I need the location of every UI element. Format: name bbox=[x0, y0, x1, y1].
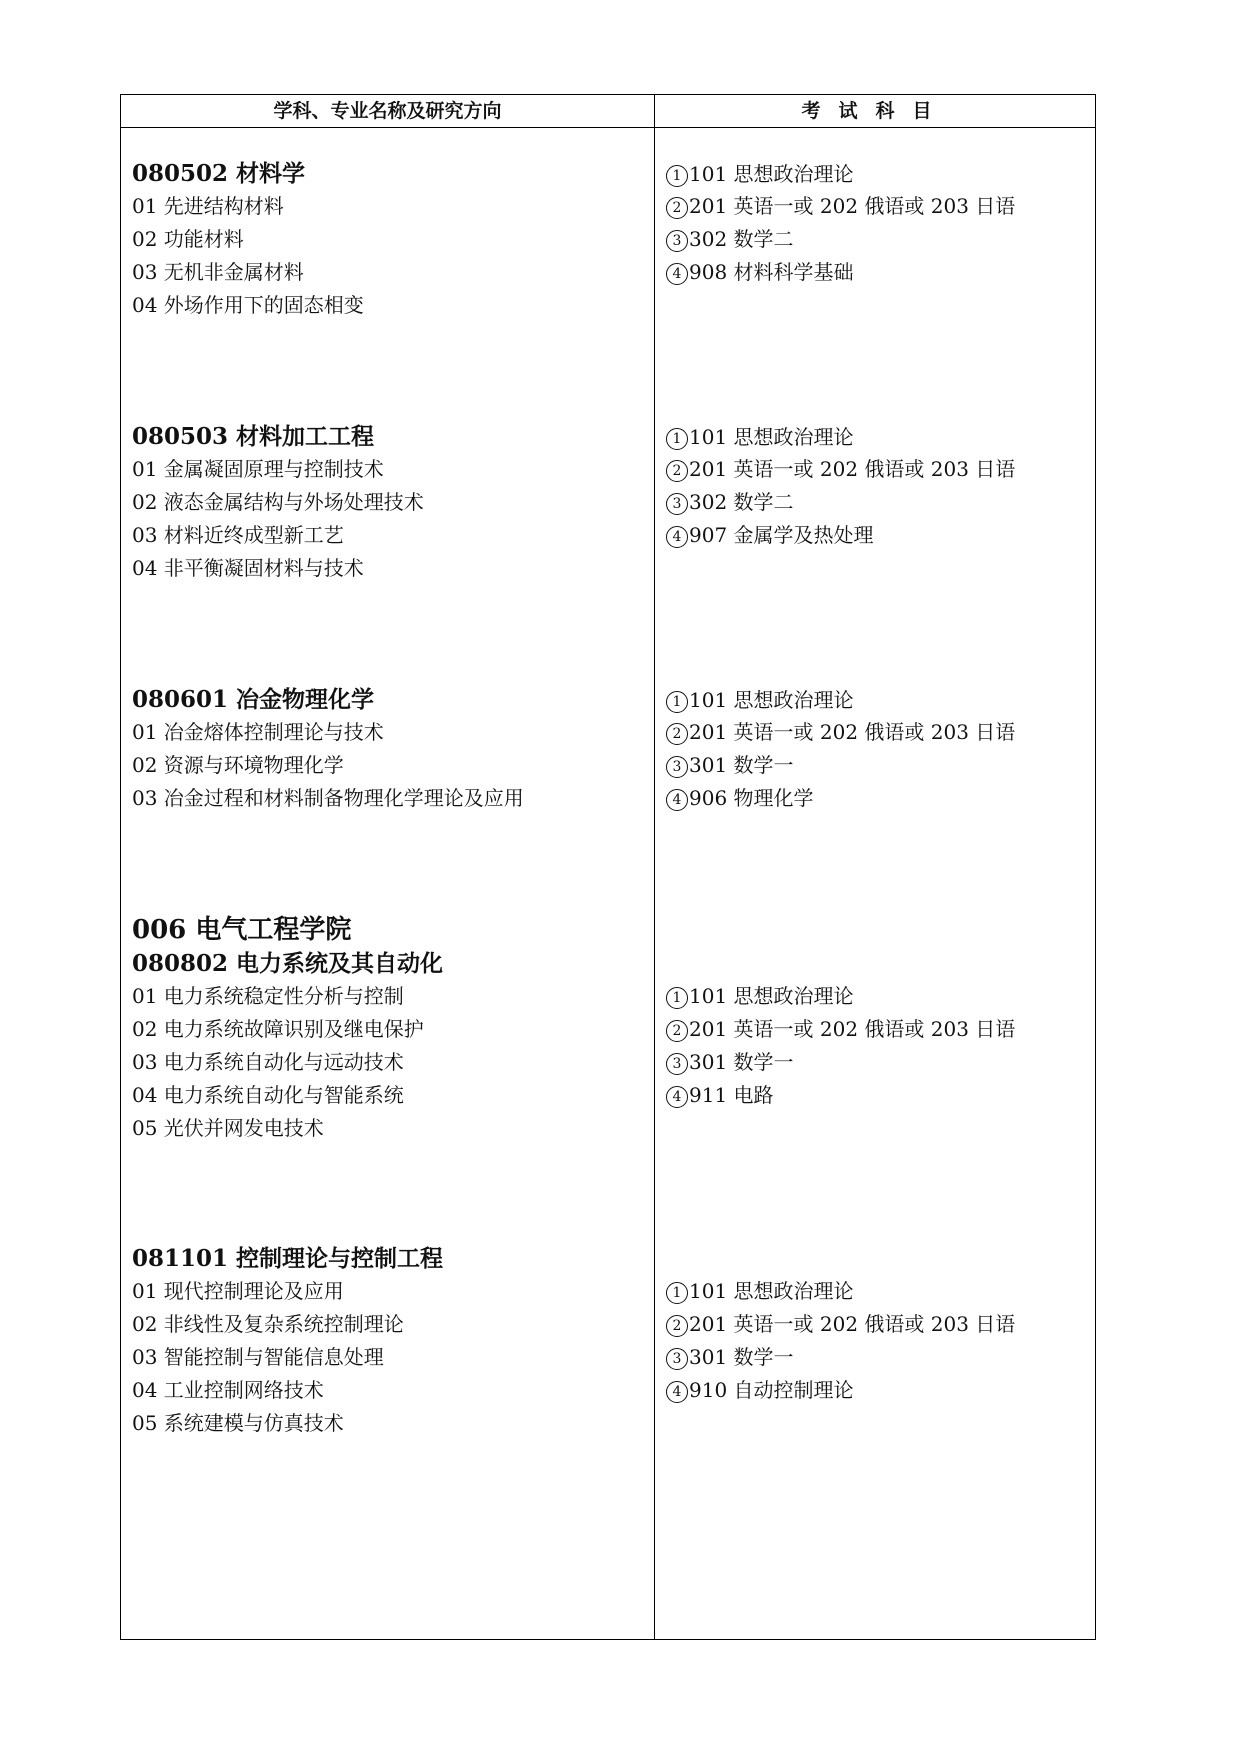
direction-item: 05 系统建模与仿真技术 bbox=[132, 1411, 344, 1435]
exam-item bbox=[666, 522, 874, 548]
circled-number: 3 bbox=[666, 756, 688, 778]
exam-item bbox=[666, 983, 854, 1009]
circled-number: 1 bbox=[666, 1282, 688, 1304]
program-table bbox=[120, 94, 1096, 1640]
direction-item: 03 冶金过程和材料制备物理化学理论及应用 bbox=[132, 786, 524, 810]
exam-text: 201 英语一或 202 俄语或 203 日语 bbox=[689, 194, 1016, 218]
circled-number: 1 bbox=[666, 691, 688, 713]
header-exam-subjects: 考试科目 bbox=[801, 100, 950, 122]
exam-text: 101 思想政治理论 bbox=[689, 1279, 854, 1303]
direction-item: 01 先进结构材料 bbox=[132, 194, 284, 218]
exam-item bbox=[666, 161, 854, 187]
circled-number: 1 bbox=[666, 165, 688, 187]
circled-number: 4 bbox=[666, 526, 688, 548]
direction-item: 02 非线性及复杂系统控制理论 bbox=[132, 1312, 404, 1336]
exam-item bbox=[666, 489, 794, 515]
direction-item: 02 液态金属结构与外场处理技术 bbox=[132, 490, 424, 514]
section-title: 081101 控制理论与控制工程 bbox=[132, 1245, 444, 1272]
exam-item bbox=[666, 752, 794, 778]
exam-text: 101 思想政治理论 bbox=[689, 984, 854, 1008]
exam-item bbox=[666, 193, 1015, 219]
exam-item bbox=[666, 687, 854, 713]
exam-text: 301 数学一 bbox=[689, 1345, 794, 1369]
section-title: 080802 电力系统及其自动化 bbox=[132, 950, 444, 977]
circled-number: 3 bbox=[666, 230, 688, 252]
circled-number: 2 bbox=[666, 460, 688, 482]
direction-item: 02 电力系统故障识别及继电保护 bbox=[132, 1017, 424, 1041]
circled-number: 3 bbox=[666, 493, 688, 515]
circled-number: 2 bbox=[666, 1315, 688, 1337]
exam-text: 910 自动控制理论 bbox=[689, 1378, 854, 1402]
circled-number: 4 bbox=[666, 1086, 688, 1108]
exam-item bbox=[666, 456, 1015, 482]
exam-text: 907 金属学及热处理 bbox=[689, 523, 874, 547]
exam-text: 302 数学二 bbox=[689, 227, 794, 251]
exam-item bbox=[666, 719, 1015, 745]
circled-number: 3 bbox=[666, 1348, 688, 1370]
exam-text: 201 英语一或 202 俄语或 203 日语 bbox=[689, 1312, 1016, 1336]
direction-item: 01 现代控制理论及应用 bbox=[132, 1279, 344, 1303]
circled-number: 1 bbox=[666, 428, 688, 450]
exam-text: 201 英语一或 202 俄语或 203 日语 bbox=[689, 1017, 1016, 1041]
direction-item: 03 材料近终成型新工艺 bbox=[132, 523, 344, 547]
exam-text: 908 材料科学基础 bbox=[689, 260, 854, 284]
exam-text: 101 思想政治理论 bbox=[689, 688, 854, 712]
direction-item: 02 功能材料 bbox=[132, 227, 244, 251]
exam-text: 301 数学一 bbox=[689, 1050, 794, 1074]
exam-item bbox=[666, 1016, 1015, 1042]
exam-text: 101 思想政治理论 bbox=[689, 162, 854, 186]
circled-number: 2 bbox=[666, 723, 688, 745]
exam-item bbox=[666, 259, 854, 285]
direction-item: 03 智能控制与智能信息处理 bbox=[132, 1345, 384, 1369]
section-title: 080503 材料加工工程 bbox=[132, 423, 375, 450]
header-divider bbox=[121, 127, 1095, 128]
direction-item: 03 无机非金属材料 bbox=[132, 260, 304, 284]
exam-text: 906 物理化学 bbox=[689, 786, 814, 810]
direction-item: 01 冶金熔体控制理论与技术 bbox=[132, 720, 384, 744]
header-subject-direction: 学科、专业名称及研究方向 bbox=[273, 100, 502, 122]
exam-item bbox=[666, 1377, 854, 1403]
exam-text: 302 数学二 bbox=[689, 490, 794, 514]
direction-item: 04 外场作用下的固态相变 bbox=[132, 293, 364, 317]
circled-number: 2 bbox=[666, 197, 688, 219]
exam-text: 201 英语一或 202 俄语或 203 日语 bbox=[689, 457, 1016, 481]
exam-item bbox=[666, 785, 814, 811]
exam-text: 301 数学一 bbox=[689, 753, 794, 777]
exam-item bbox=[666, 1344, 794, 1370]
circled-number: 4 bbox=[666, 1381, 688, 1403]
exam-item bbox=[666, 1049, 794, 1075]
exam-item bbox=[666, 1278, 854, 1304]
circled-number: 3 bbox=[666, 1053, 688, 1075]
circled-number: 1 bbox=[666, 987, 688, 1009]
circled-number: 2 bbox=[666, 1020, 688, 1042]
exam-text: 101 思想政治理论 bbox=[689, 425, 854, 449]
exam-text: 911 电路 bbox=[689, 1083, 774, 1107]
exam-item bbox=[666, 424, 854, 450]
exam-item bbox=[666, 1082, 774, 1108]
exam-item bbox=[666, 226, 794, 252]
direction-item: 04 非平衡凝固材料与技术 bbox=[132, 556, 364, 580]
section-title: 080502 材料学 bbox=[132, 160, 306, 187]
circled-number: 4 bbox=[666, 789, 688, 811]
department-heading: 006 电气工程学院 bbox=[132, 915, 352, 945]
direction-item: 05 光伏并网发电技术 bbox=[132, 1116, 324, 1140]
direction-item: 04 工业控制网络技术 bbox=[132, 1378, 324, 1402]
direction-item: 04 电力系统自动化与智能系统 bbox=[132, 1083, 404, 1107]
direction-item: 01 金属凝固原理与控制技术 bbox=[132, 457, 384, 481]
column-divider bbox=[654, 95, 655, 1639]
circled-number: 4 bbox=[666, 263, 688, 285]
section-title: 080601 冶金物理化学 bbox=[132, 686, 375, 713]
exam-text: 201 英语一或 202 俄语或 203 日语 bbox=[689, 720, 1016, 744]
direction-item: 02 资源与环境物理化学 bbox=[132, 753, 344, 777]
exam-item bbox=[666, 1311, 1015, 1337]
direction-item: 01 电力系统稳定性分析与控制 bbox=[132, 984, 404, 1008]
direction-item: 03 电力系统自动化与远动技术 bbox=[132, 1050, 404, 1074]
